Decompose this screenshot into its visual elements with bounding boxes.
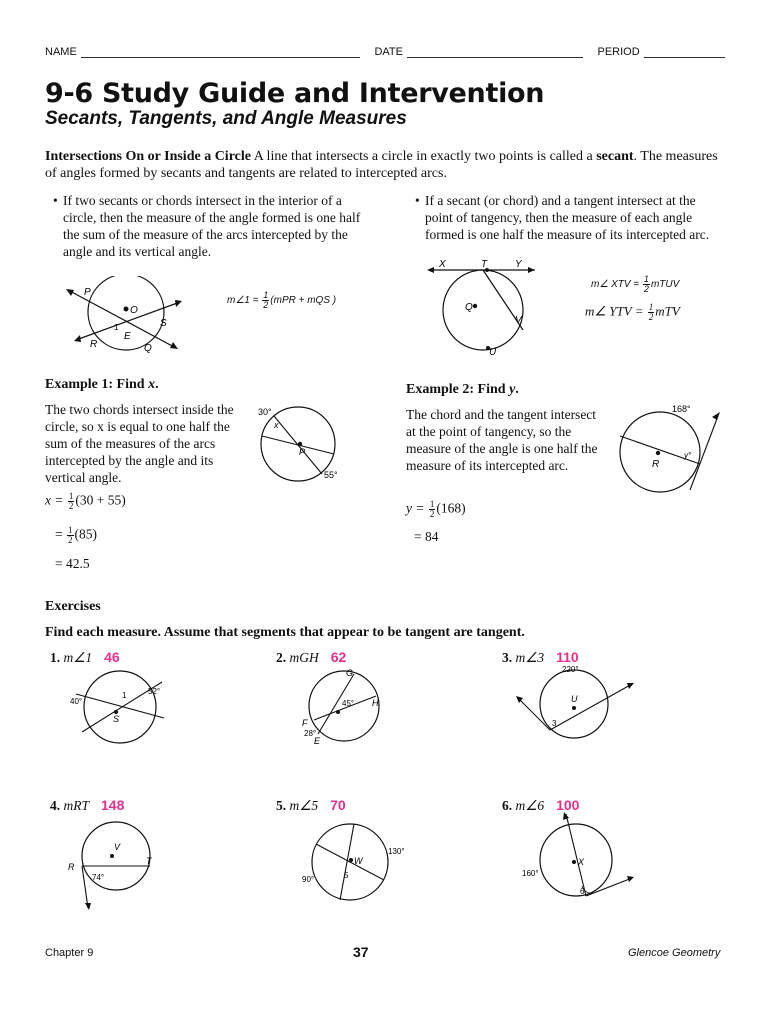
exercise-4-answer: 148 (101, 797, 125, 813)
bullet-chords: • If two secants or chords intersect in the interior of a circle, then the measure of the angle formed is one half the sum of the measure of the arcs intercepted by the angle and its vertical angle. (53, 193, 361, 259)
diagram-example-2 (614, 402, 724, 502)
exercise-2-answer: 62 (330, 649, 347, 665)
half-fraction-2: $\frac{1}{2}$ (643, 274, 649, 294)
ex1-label-52: 52° (148, 687, 161, 696)
ex4-label-T: T (146, 856, 152, 866)
exercise-6: 6. m∠6 100 (502, 797, 580, 813)
formula-chords (227, 291, 336, 310)
bullet-tangent: • If a secant (or chord) and a tangent intersect at the point of tangency, then the measure of each angle formed is one half the measure of its intercepted arc. (415, 193, 710, 242)
example-1-text: The two chords intersect inside the circle, so x is equal to one half the sum of the measures of the arcs intercepted by the angle and its vertical angle. (45, 402, 234, 485)
example-1-result: = 42.5 (55, 556, 90, 571)
intro-term: secant (596, 149, 634, 164)
ex6-label-X: X (578, 857, 585, 867)
diagram-exercise-5 (296, 818, 416, 904)
intro-heading: Intersections On or Inside a Circle (45, 149, 251, 164)
ex6-label-160: 160° (522, 869, 539, 878)
ex1-label-1: 1 (122, 691, 127, 700)
period-field[interactable] (644, 48, 725, 58)
ex3-label-3: 3 (552, 719, 557, 728)
label-V: V (515, 315, 522, 326)
ex2-label-G: G (346, 668, 354, 678)
example-2-result: = 84 (414, 529, 439, 544)
label-R: R (90, 339, 98, 350)
example-2-heading: Example 2: Find y. (406, 382, 519, 397)
exercise-2: 2. mGH 62 (276, 649, 347, 665)
label-P: P (84, 287, 91, 298)
diagram-example-1 (256, 404, 356, 484)
ex5-label-130: 130° (388, 847, 405, 856)
example-1-heading: Example 1: Find x. (45, 377, 159, 392)
exercise-4: 4. mRT 148 (50, 797, 125, 813)
exercises-heading: Exercises (45, 599, 101, 614)
page-title: 9-6 Study Guide and Intervention (45, 78, 545, 109)
formula-xtv (591, 275, 679, 294)
label-168: 168° (672, 404, 691, 414)
student-info-header (45, 46, 725, 58)
footer-chapter: Chapter 9 (45, 947, 94, 959)
half-fraction-3: $\frac{1}{2}$ (648, 302, 654, 322)
formula-3-right: mTV (655, 303, 680, 319)
intro-paragraph (45, 148, 727, 182)
exercise-5-answer: 70 (330, 797, 346, 813)
exercise-3: 3. m∠3 110 (502, 649, 579, 665)
label-30: 30° (258, 407, 272, 417)
formula-1-left: m∠1 = (227, 295, 262, 307)
intro-text-b: . The measures of angles formed by secants and tangents are related to intercepted arcs. (45, 149, 718, 181)
example-2-step-1: y = $\frac{1}{2}$ (168) (406, 499, 466, 519)
ex3-label-220: 220° (562, 665, 579, 674)
date-field[interactable] (407, 48, 584, 58)
diagram-exercise-4 (64, 818, 164, 912)
formula-2-right: mTUV (650, 279, 680, 291)
page-subtitle: Secants, Tangents, and Angle Measures (45, 108, 407, 129)
label-Y: Y (515, 259, 522, 270)
diagram-exercise-2 (300, 666, 390, 746)
name-label: NAME (45, 46, 77, 58)
diagram-exercise-6 (520, 812, 640, 912)
ex4-label-74: 74° (92, 873, 105, 882)
exercise-1-answer: 46 (104, 649, 120, 665)
label-E: E (124, 331, 131, 342)
ex5-label-5: 5 (344, 871, 349, 880)
label-Q: Q (144, 343, 152, 354)
ex5-label-90: 90° (302, 875, 315, 884)
ex2-label-E: E (314, 736, 321, 746)
exercises-instruction: Find each measure. Assume that segments that appear to be tangent are tangent. (45, 625, 525, 640)
footer-page-number: 37 (353, 944, 369, 960)
diagram-exercise-3 (514, 664, 634, 744)
formula-2-left: m∠ XTV = (591, 279, 642, 291)
name-field[interactable] (81, 48, 361, 58)
label-X: X (439, 259, 446, 270)
ex2-label-F: F (302, 718, 308, 728)
ex5-label-W: W (354, 856, 363, 866)
ex2-label-45: 45° (342, 699, 355, 708)
exercise-5: 5. m∠5 70 (276, 797, 346, 813)
diagram-tangent-secant (425, 256, 535, 356)
footer-book: Glencoe Geometry (628, 947, 721, 959)
label-55: 55° (324, 470, 338, 480)
formula-1-right: (mPR + mQS ) (270, 295, 337, 307)
formula-3-left: m∠ YTV = (585, 303, 647, 319)
diagram-two-chords (62, 276, 182, 356)
ex4-label-V: V (114, 842, 121, 852)
example-1-step-1: x = $\frac{1}{2}$ (30 + 55) (45, 491, 126, 511)
ex1-label-S: S (113, 714, 120, 724)
label-O: O (130, 305, 138, 316)
exercise-3-answer: 110 (556, 649, 579, 665)
formula-ytv (585, 303, 680, 322)
date-label: DATE (374, 46, 403, 58)
half-fraction: $\frac{1}{2}$ (263, 290, 269, 310)
ex1-label-40: 40° (70, 697, 83, 706)
label-Q2: Q (465, 302, 473, 313)
ex3-label-U: U (571, 694, 578, 704)
exercise-1: 1. m∠1 46 (50, 649, 120, 665)
exercise-6-answer: 100 (556, 797, 580, 813)
label-x: x (274, 420, 279, 430)
label-1: 1 (114, 323, 119, 332)
label-S: S (160, 318, 167, 329)
ex4-label-R: R (68, 862, 75, 872)
ex6-label-6: 6 (580, 887, 585, 896)
bullet-tangent-text: If a secant (or chord) and a tangent intersect at the point of tangency, then the measure of each angle formed is one half the measure of its intercepted arc. (425, 193, 710, 242)
example-2-text: The chord and the tangent intersect at the point of tangency, so the measure of the angle is one half the measure of its intercepted arc. (406, 407, 598, 473)
label-U: U (489, 347, 497, 356)
label-y: y° (684, 451, 692, 460)
example-1-step-2: = $\frac{1}{2}$ (85) (55, 525, 97, 545)
label-T: T (481, 259, 488, 270)
label-P3: P (299, 447, 306, 457)
period-label: PERIOD (597, 46, 640, 58)
bullet-chords-text: If two secants or chords intersect in the interior of a circle, then the measure of the angle formed is one half the sum of the measure of the arcs intercepted by the angle and its vertical angle. (63, 193, 361, 259)
intro-text-a: A line that intersects a circle in exactly two points is called a (250, 149, 597, 164)
diagram-exercise-1 (68, 670, 178, 750)
ex2-label-28: 28° (304, 729, 317, 738)
label-R4: R (652, 459, 660, 470)
ex2-label-H: H (372, 698, 379, 708)
